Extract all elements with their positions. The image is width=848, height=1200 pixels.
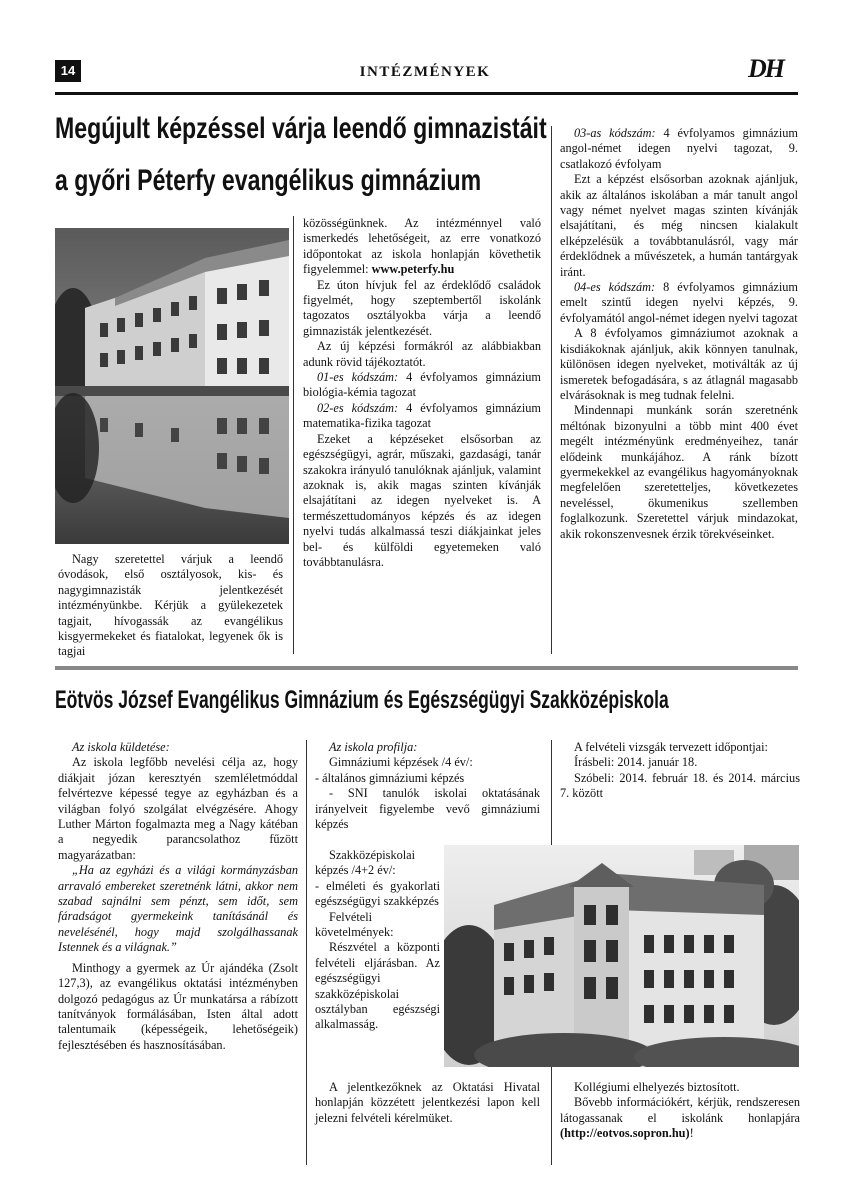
article2-column2-narrow [315, 848, 440, 1033]
profile-line: A jelentkezőknek az Oktatási Hivatal honlapján közzétett jelentkezési lapon kell jelezni felvételi kérelmüket. [315, 1080, 540, 1125]
profile-line: Gimnáziumi képzések /4 év/: [329, 755, 473, 770]
article2-column3-bottom [560, 1080, 800, 1142]
article2-headline: Eötvös József Evangélikus Gimnázium és Egészségügyi Szakközépiskola [55, 686, 669, 714]
exam-oral: Szóbeli: 2014. február 18. és 2014. március 7. között [560, 770, 800, 801]
article2-column1 [58, 740, 298, 1053]
school-building-reflection-photo [55, 228, 289, 544]
profile-line: - elméleti és gyakorlati egészségügyi szakképzés [315, 878, 440, 909]
article-separator [55, 666, 798, 670]
article1-headline-line2: a győri Péterfy evangélikus gimnázium [55, 164, 482, 197]
profile-label: Az iskola profilja: [329, 740, 418, 754]
page-number: 14 [55, 60, 81, 82]
paragraph: Mindennapi munkánk során szeretnénk méltónak bizonyulni a több mint 400 évet megélt intézményünk eredményeihez, tanár elődeink munkájához. A ránk bízott gyermekekkel az evangélikus hagyományoknak megfelelően szeretetteljes, következetes neveléssel, ökumenikus szellemben foglalkozunk. Szeretettel várjuk mindazokat, akik rokonszenvesnek érzik törekvéseinket. [560, 403, 798, 541]
profile-line: - általános gimnáziumi képzés [315, 770, 465, 785]
paragraph: közösségünknek. Az intézménnyel való ismerkedés lehetőségeit, az erre vonatkozó időpontokat az iskola honlapján követhetik figyelemmel: www.peterfy.hu [303, 216, 541, 277]
profile-line: - SNI tanulók iskolai oktatásának irányelveit figyelembe vevő gimnáziumi képzés [315, 786, 540, 832]
paragraph: Ez úton hívjuk fel az érdeklődő családok figyelmét, hogy szeptembertől iskolánk tagozatos osztályokba várja a leendő gimnazisták jelentkezését. [303, 277, 541, 338]
code-entry: 04-es kódszám: 8 évfolyamos gimnázium emelt szintű idegen nyelvi képzés, 9. évfolyamától angol-német idegen nyelvi tagozat [560, 280, 798, 325]
code-entry: 01-es kódszám: 4 évfolyamos gimnázium biológia-kémia tagozat [303, 370, 541, 400]
article1-column1 [58, 552, 283, 660]
paragraph: Ezeket a képzéseket elsősorban az egészségügyi, agrár, műszaki, gazdasági, tanár szakokra irányuló tanulóknak ajánljuk, valamint azoknak is, akik magas szinten kívánják elsajátítani az idegen nyelveket is. A természettudományos képzés és az idegen nyelvi tudás alkalmassá teszi diákjainkat jeles bel- és külföldi egyetemeken való továbbtanulásra. [303, 431, 541, 569]
dorm-info: Kollégiumi elhelyezés biztosított. [574, 1080, 740, 1094]
website-link[interactable]: www.peterfy.hu [371, 262, 455, 277]
profile-line: Részvétel a központi felvételi eljárásban. Az egészségügyi szakközépiskolai osztályban egészségi alkalmasság. [315, 940, 440, 1032]
profile-line: Szakközépiskolai képzés /4+2 év/: [315, 848, 416, 878]
article1-column2 [303, 216, 541, 570]
article2-column2-bottom [315, 1080, 540, 1126]
paragraph: A 8 évfolyamos gimnáziumot azoknak a kisdiákoknak ajánljuk, akik könnyen tanulnak, különösen idegen nyelveket, motiválták az új ismeretek befogadására, s az átlagnál magasabb elvárásoknak is meg tudnak felelni. [560, 326, 798, 402]
article1-column3 [560, 126, 798, 542]
paragraph: Minthogy a gyermek az Úr ajándéka (Zsolt 127,3), az evangélikus oktatási intézményben dolgozó pedagógus az Úr munkatársa a rábízott tanítványok formálásában, Isten által adott talentumaik (képességeik, lehetőségeik) fejlesztésében és hasznosításában. [58, 960, 298, 1052]
column-rule [306, 740, 307, 1165]
code-entry: 03-as kódszám: 4 évfolyamos gimnázium angol-német idegen nyelvi tagozat, 9. csatlakozó évfolyam [560, 126, 798, 171]
section-title: INTÉZMÉNYEK [359, 64, 491, 80]
article2-column2-top [315, 740, 540, 832]
more-info: Bővebb információkért, kérjük, rendszeresen látogassanak el iskolánk honlapjára (http://eotvos.sopron.hu)! [560, 1095, 800, 1141]
school-building-photo [444, 845, 799, 1067]
column-rule [551, 126, 552, 654]
article2-column3-top [560, 740, 800, 802]
column-rule [293, 216, 294, 654]
magazine-logo: DH [748, 54, 783, 83]
exam-written: Írásbeli: 2014. január 18. [574, 755, 698, 770]
code-entry: 02-es kódszám: 4 évfolyamos gimnázium matematika-fizika tagozat [303, 400, 541, 431]
mission-label: Az iskola küldetése: [72, 740, 170, 754]
profile-line: Felvételi követelmények: [315, 909, 394, 940]
paragraph: Az iskola legfőbb nevelési célja az, hogy diákjait józan keresztyén szemléletmóddal felvértezve képessé tegye az egyházban és a világban folyó szolgálat elvégzésére. Ahogy Luther Márton fogalmazta meg a Nagy kátéban a negyedik parancsolathoz fűzött magyarázatban: [58, 755, 298, 862]
paragraph: Nagy szeretettel várjuk a leendő óvodások, első osztályosok, kis- és nagygimnazisták jelentkezését intézményünkbe. Kérjük a gyülekezetek tagjait, hívogassák az evangélikus kisgyermekeket és fiatalokat, legyenek ők is tagjai [58, 552, 283, 659]
luther-quote: „Ha az egyházi és a világi kormányzásban arravaló embereket szeretnénk látni, akkor nem szabad sajnálni sem pénzt, sem időt, sem fáradságot gyermekeink tanításánál és nevelésénél, hogy majd szolgálhassanak Istennek és a világnak.” [58, 863, 298, 955]
header-rule [55, 92, 798, 95]
exam-intro: A felvételi vizsgák tervezett időpontjai: [574, 740, 768, 754]
school-website-link[interactable]: (http://eotvos.sopron.hu) [560, 1126, 690, 1141]
article1-headline-line1: Megújult képzéssel várja leendő gimnazistáit [55, 112, 547, 145]
paragraph: Az új képzési formákról az alábbiakban adunk rövid tájékoztatót. [303, 339, 541, 369]
paragraph: Ezt a képzést elsősorban azoknak ajánljuk, akik az általános iskolában a már tanult angol vagy német nyelvet magas szinten kívánják elsajátítani, és még nincsen kialakult elképzelésük a továbbtanulásról, vagy már érdeklődnek a művészetek, a humán tantárgyak iránt. [560, 172, 798, 279]
